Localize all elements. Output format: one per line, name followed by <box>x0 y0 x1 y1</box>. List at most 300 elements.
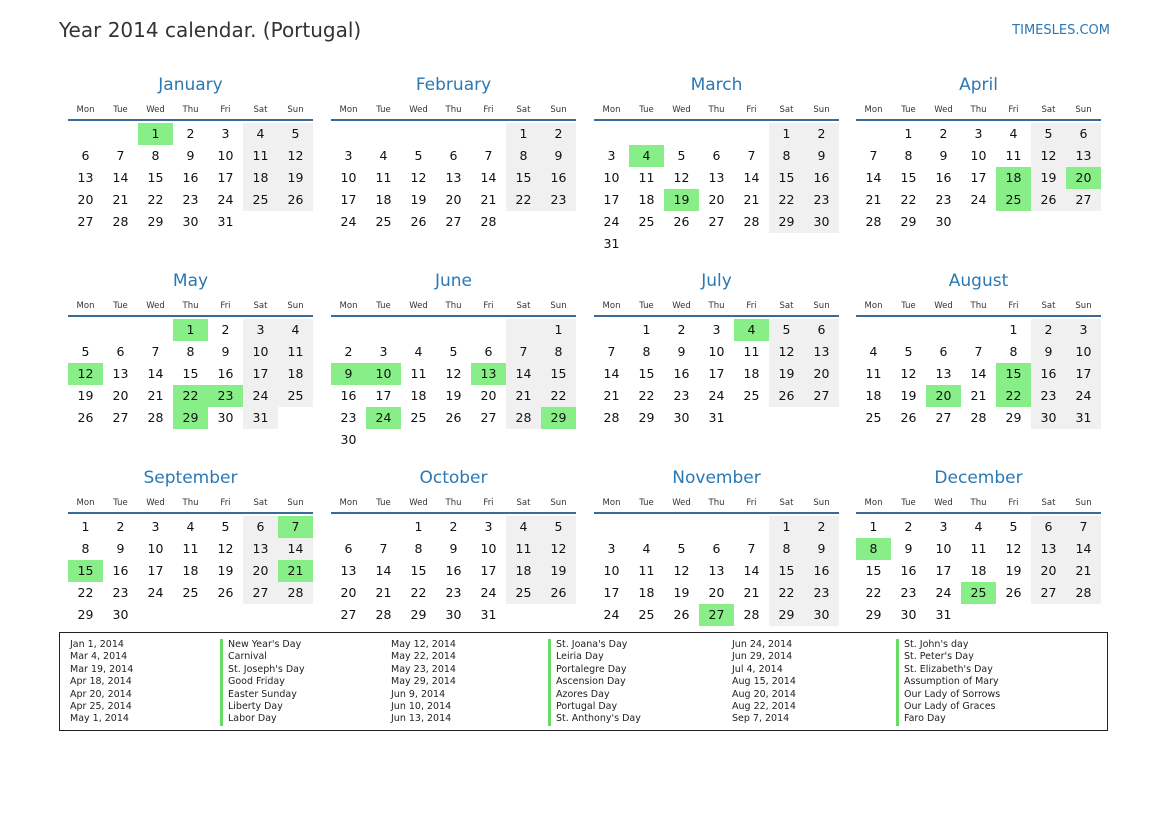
day-cell[interactable]: 9 <box>804 538 839 560</box>
day-cell[interactable]: 5 <box>81 344 90 359</box>
holiday-day-cell[interactable]: 21 <box>278 560 313 582</box>
day-cell[interactable]: 20 <box>480 388 497 403</box>
day-cell[interactable]: 12 <box>673 170 690 185</box>
holiday-day-cell[interactable]: 1 <box>138 123 173 145</box>
day-cell[interactable]: 7 <box>379 541 388 556</box>
day-cell[interactable]: 7 <box>747 148 756 163</box>
day-cell[interactable]: 15 <box>182 366 199 381</box>
day-cell[interactable]: 13 <box>243 538 278 560</box>
day-cell[interactable]: 30 <box>673 410 690 425</box>
day-cell[interactable]: 4 <box>869 344 878 359</box>
day-cell[interactable]: 20 <box>708 585 725 600</box>
day-cell[interactable]: 12 <box>1031 145 1066 167</box>
day-cell[interactable]: 14 <box>147 366 164 381</box>
day-cell[interactable]: 4 <box>243 123 278 145</box>
day-cell[interactable]: 13 <box>1066 145 1101 167</box>
day-cell[interactable]: 30 <box>217 410 234 425</box>
day-cell[interactable]: 9 <box>116 541 125 556</box>
holiday-day-cell[interactable]: 19 <box>664 189 699 211</box>
day-cell[interactable]: 8 <box>904 148 913 163</box>
day-cell[interactable]: 23 <box>804 582 839 604</box>
day-cell[interactable]: 12 <box>900 366 917 381</box>
day-cell[interactable]: 8 <box>769 538 804 560</box>
day-cell[interactable]: 5 <box>904 344 913 359</box>
day-cell[interactable]: 24 <box>935 585 952 600</box>
day-cell[interactable]: 27 <box>340 607 357 622</box>
day-cell[interactable]: 6 <box>116 344 125 359</box>
day-cell[interactable]: 29 <box>900 214 917 229</box>
holiday-day-cell[interactable]: 4 <box>629 145 664 167</box>
day-cell[interactable]: 5 <box>1009 519 1018 534</box>
day-cell[interactable]: 21 <box>506 385 541 407</box>
day-cell[interactable]: 7 <box>974 344 983 359</box>
day-cell[interactable]: 16 <box>935 170 952 185</box>
day-cell[interactable]: 11 <box>638 170 655 185</box>
day-cell[interactable]: 28 <box>112 214 129 229</box>
day-cell[interactable]: 3 <box>939 519 948 534</box>
day-cell[interactable]: 10 <box>970 148 987 163</box>
day-cell[interactable]: 25 <box>182 585 199 600</box>
day-cell[interactable]: 23 <box>1031 385 1066 407</box>
day-cell[interactable]: 7 <box>116 148 125 163</box>
day-cell[interactable]: 3 <box>151 519 160 534</box>
day-cell[interactable]: 14 <box>970 366 987 381</box>
day-cell[interactable]: 2 <box>221 322 230 337</box>
day-cell[interactable]: 13 <box>340 563 357 578</box>
holiday-day-cell[interactable]: 29 <box>541 407 576 429</box>
holiday-day-cell[interactable]: 9 <box>331 363 366 385</box>
day-cell[interactable]: 6 <box>1066 123 1101 145</box>
day-cell[interactable]: 15 <box>541 363 576 385</box>
day-cell[interactable]: 14 <box>480 170 497 185</box>
day-cell[interactable]: 16 <box>804 560 839 582</box>
day-cell[interactable]: 24 <box>147 585 164 600</box>
day-cell[interactable]: 6 <box>1031 516 1066 538</box>
day-cell[interactable]: 2 <box>804 123 839 145</box>
day-cell[interactable]: 8 <box>769 145 804 167</box>
day-cell[interactable]: 4 <box>278 319 313 341</box>
day-cell[interactable]: 24 <box>1066 385 1101 407</box>
day-cell[interactable]: 3 <box>344 148 353 163</box>
day-cell[interactable]: 31 <box>1066 407 1101 429</box>
day-cell[interactable]: 8 <box>151 148 160 163</box>
day-cell[interactable]: 17 <box>970 170 987 185</box>
day-cell[interactable]: 11 <box>865 366 882 381</box>
day-cell[interactable]: 23 <box>182 192 199 207</box>
day-cell[interactable]: 11 <box>970 541 987 556</box>
day-cell[interactable]: 20 <box>112 388 129 403</box>
day-cell[interactable]: 2 <box>541 123 576 145</box>
day-cell[interactable]: 25 <box>638 607 655 622</box>
day-cell[interactable]: 22 <box>410 585 427 600</box>
day-cell[interactable]: 8 <box>1009 344 1018 359</box>
day-cell[interactable]: 19 <box>217 563 234 578</box>
day-cell[interactable]: 30 <box>445 607 462 622</box>
day-cell[interactable]: 2 <box>904 519 913 534</box>
day-cell[interactable]: 1 <box>904 126 913 141</box>
day-cell[interactable]: 5 <box>769 319 804 341</box>
day-cell[interactable]: 25 <box>410 410 427 425</box>
day-cell[interactable]: 27 <box>1066 189 1101 211</box>
day-cell[interactable]: 15 <box>900 170 917 185</box>
day-cell[interactable]: 17 <box>243 363 278 385</box>
day-cell[interactable]: 4 <box>642 541 651 556</box>
day-cell[interactable]: 14 <box>603 366 620 381</box>
day-cell[interactable]: 12 <box>1005 541 1022 556</box>
day-cell[interactable]: 2 <box>186 126 195 141</box>
day-cell[interactable]: 29 <box>769 604 804 626</box>
day-cell[interactable]: 18 <box>278 363 313 385</box>
day-cell[interactable]: 28 <box>970 410 987 425</box>
day-cell[interactable]: 24 <box>480 585 497 600</box>
day-cell[interactable]: 20 <box>340 585 357 600</box>
day-cell[interactable]: 3 <box>607 148 616 163</box>
day-cell[interactable]: 22 <box>77 585 94 600</box>
day-cell[interactable]: 19 <box>541 560 576 582</box>
day-cell[interactable]: 27 <box>1031 582 1066 604</box>
day-cell[interactable]: 17 <box>340 192 357 207</box>
day-cell[interactable]: 2 <box>344 344 353 359</box>
day-cell[interactable]: 18 <box>182 563 199 578</box>
day-cell[interactable]: 9 <box>677 344 686 359</box>
day-cell[interactable]: 1 <box>541 319 576 341</box>
day-cell[interactable]: 25 <box>506 582 541 604</box>
day-cell[interactable]: 30 <box>112 607 129 622</box>
day-cell[interactable]: 28 <box>147 410 164 425</box>
day-cell[interactable]: 19 <box>77 388 94 403</box>
day-cell[interactable]: 6 <box>712 148 721 163</box>
day-cell[interactable]: 5 <box>449 344 458 359</box>
day-cell[interactable]: 13 <box>445 170 462 185</box>
day-cell[interactable]: 25 <box>865 410 882 425</box>
day-cell[interactable]: 25 <box>638 214 655 229</box>
day-cell[interactable]: 13 <box>804 341 839 363</box>
day-cell[interactable]: 7 <box>747 541 756 556</box>
day-cell[interactable]: 11 <box>243 145 278 167</box>
site-brand-link[interactable]: TIMESLES.COM <box>1012 23 1110 38</box>
day-cell[interactable]: 19 <box>900 388 917 403</box>
day-cell[interactable]: 13 <box>708 563 725 578</box>
day-cell[interactable]: 6 <box>449 148 458 163</box>
day-cell[interactable]: 9 <box>221 344 230 359</box>
day-cell[interactable]: 24 <box>340 214 357 229</box>
day-cell[interactable]: 29 <box>769 211 804 233</box>
day-cell[interactable]: 21 <box>865 192 882 207</box>
day-cell[interactable]: 18 <box>506 560 541 582</box>
day-cell[interactable]: 20 <box>708 192 725 207</box>
day-cell[interactable]: 3 <box>1066 319 1101 341</box>
day-cell[interactable]: 13 <box>935 366 952 381</box>
day-cell[interactable]: 21 <box>480 192 497 207</box>
day-cell[interactable]: 3 <box>974 126 983 141</box>
day-cell[interactable]: 20 <box>804 363 839 385</box>
day-cell[interactable]: 29 <box>410 607 427 622</box>
day-cell[interactable]: 11 <box>410 366 427 381</box>
day-cell[interactable]: 24 <box>603 214 620 229</box>
day-cell[interactable]: 28 <box>743 214 760 229</box>
day-cell[interactable]: 16 <box>900 563 917 578</box>
day-cell[interactable]: 12 <box>673 563 690 578</box>
day-cell[interactable]: 3 <box>712 322 721 337</box>
day-cell[interactable]: 6 <box>484 344 493 359</box>
day-cell[interactable]: 10 <box>217 148 234 163</box>
day-cell[interactable]: 21 <box>603 388 620 403</box>
day-cell[interactable]: 2 <box>939 126 948 141</box>
day-cell[interactable]: 26 <box>673 214 690 229</box>
day-cell[interactable]: 10 <box>340 170 357 185</box>
day-cell[interactable]: 9 <box>449 541 458 556</box>
day-cell[interactable]: 10 <box>480 541 497 556</box>
day-cell[interactable]: 24 <box>603 607 620 622</box>
day-cell[interactable]: 18 <box>243 167 278 189</box>
day-cell[interactable]: 24 <box>243 385 278 407</box>
day-cell[interactable]: 20 <box>445 192 462 207</box>
day-cell[interactable]: 12 <box>541 538 576 560</box>
day-cell[interactable]: 15 <box>638 366 655 381</box>
day-cell[interactable]: 29 <box>1005 410 1022 425</box>
day-cell[interactable]: 18 <box>743 366 760 381</box>
day-cell[interactable]: 28 <box>278 582 313 604</box>
day-cell[interactable]: 30 <box>900 607 917 622</box>
day-cell[interactable]: 27 <box>708 214 725 229</box>
day-cell[interactable]: 24 <box>217 192 234 207</box>
day-cell[interactable]: 17 <box>603 585 620 600</box>
holiday-day-cell[interactable]: 25 <box>996 189 1031 211</box>
day-cell[interactable]: 25 <box>278 385 313 407</box>
day-cell[interactable]: 28 <box>865 214 882 229</box>
day-cell[interactable]: 15 <box>506 167 541 189</box>
day-cell[interactable]: 6 <box>804 319 839 341</box>
day-cell[interactable]: 5 <box>677 541 686 556</box>
day-cell[interactable]: 9 <box>904 541 913 556</box>
day-cell[interactable]: 31 <box>603 236 620 251</box>
day-cell[interactable]: 18 <box>410 388 427 403</box>
day-cell[interactable]: 22 <box>769 189 804 211</box>
day-cell[interactable]: 23 <box>900 585 917 600</box>
day-cell[interactable]: 26 <box>278 189 313 211</box>
day-cell[interactable]: 6 <box>939 344 948 359</box>
day-cell[interactable]: 5 <box>677 148 686 163</box>
day-cell[interactable]: 13 <box>77 170 94 185</box>
day-cell[interactable]: 16 <box>112 563 129 578</box>
holiday-day-cell[interactable]: 4 <box>734 319 769 341</box>
day-cell[interactable]: 29 <box>638 410 655 425</box>
day-cell[interactable]: 17 <box>217 170 234 185</box>
holiday-day-cell[interactable]: 10 <box>366 363 401 385</box>
day-cell[interactable]: 23 <box>804 189 839 211</box>
day-cell[interactable]: 14 <box>743 563 760 578</box>
day-cell[interactable]: 16 <box>804 167 839 189</box>
day-cell[interactable]: 19 <box>769 363 804 385</box>
day-cell[interactable]: 31 <box>708 410 725 425</box>
day-cell[interactable]: 27 <box>77 214 94 229</box>
day-cell[interactable]: 22 <box>147 192 164 207</box>
day-cell[interactable]: 10 <box>708 344 725 359</box>
day-cell[interactable]: 31 <box>217 214 234 229</box>
day-cell[interactable]: 16 <box>445 563 462 578</box>
holiday-day-cell[interactable]: 27 <box>699 604 734 626</box>
day-cell[interactable]: 8 <box>414 541 423 556</box>
day-cell[interactable]: 22 <box>900 192 917 207</box>
day-cell[interactable]: 5 <box>541 516 576 538</box>
day-cell[interactable]: 16 <box>673 366 690 381</box>
day-cell[interactable]: 21 <box>743 585 760 600</box>
day-cell[interactable]: 14 <box>1066 538 1101 560</box>
day-cell[interactable]: 4 <box>974 519 983 534</box>
day-cell[interactable]: 4 <box>414 344 423 359</box>
day-cell[interactable]: 12 <box>769 341 804 363</box>
day-cell[interactable]: 22 <box>865 585 882 600</box>
day-cell[interactable]: 13 <box>708 170 725 185</box>
holiday-day-cell[interactable]: 23 <box>208 385 243 407</box>
day-cell[interactable]: 30 <box>1031 407 1066 429</box>
holiday-day-cell[interactable]: 8 <box>856 538 891 560</box>
day-cell[interactable]: 26 <box>217 585 234 600</box>
day-cell[interactable]: 15 <box>865 563 882 578</box>
holiday-day-cell[interactable]: 29 <box>173 407 208 429</box>
day-cell[interactable]: 7 <box>607 344 616 359</box>
day-cell[interactable]: 2 <box>1031 319 1066 341</box>
holiday-day-cell[interactable]: 24 <box>366 407 401 429</box>
day-cell[interactable]: 28 <box>480 214 497 229</box>
day-cell[interactable]: 5 <box>1031 123 1066 145</box>
day-cell[interactable]: 1 <box>769 516 804 538</box>
day-cell[interactable]: 23 <box>112 585 129 600</box>
day-cell[interactable]: 3 <box>607 541 616 556</box>
day-cell[interactable]: 26 <box>900 410 917 425</box>
holiday-day-cell[interactable]: 7 <box>278 516 313 538</box>
day-cell[interactable]: 25 <box>375 214 392 229</box>
holiday-day-cell[interactable]: 18 <box>996 167 1031 189</box>
day-cell[interactable]: 30 <box>804 211 839 233</box>
day-cell[interactable]: 21 <box>147 388 164 403</box>
day-cell[interactable]: 7 <box>506 341 541 363</box>
day-cell[interactable]: 16 <box>340 388 357 403</box>
day-cell[interactable]: 14 <box>506 363 541 385</box>
day-cell[interactable]: 1 <box>642 322 651 337</box>
day-cell[interactable]: 9 <box>1031 341 1066 363</box>
day-cell[interactable]: 4 <box>1009 126 1018 141</box>
day-cell[interactable]: 11 <box>375 170 392 185</box>
day-cell[interactable]: 19 <box>1005 563 1022 578</box>
day-cell[interactable]: 17 <box>708 366 725 381</box>
day-cell[interactable]: 3 <box>243 319 278 341</box>
day-cell[interactable]: 15 <box>769 560 804 582</box>
day-cell[interactable]: 22 <box>506 189 541 211</box>
day-cell[interactable]: 29 <box>147 214 164 229</box>
day-cell[interactable]: 14 <box>865 170 882 185</box>
day-cell[interactable]: 8 <box>186 344 195 359</box>
day-cell[interactable]: 3 <box>484 519 493 534</box>
day-cell[interactable]: 17 <box>375 388 392 403</box>
day-cell[interactable]: 21 <box>970 388 987 403</box>
day-cell[interactable]: 29 <box>77 607 94 622</box>
day-cell[interactable]: 7 <box>151 344 160 359</box>
day-cell[interactable]: 1 <box>81 519 90 534</box>
day-cell[interactable]: 28 <box>743 607 760 622</box>
day-cell[interactable]: 8 <box>81 541 90 556</box>
day-cell[interactable]: 2 <box>116 519 125 534</box>
day-cell[interactable]: 15 <box>147 170 164 185</box>
day-cell[interactable]: 25 <box>743 388 760 403</box>
day-cell[interactable]: 17 <box>603 192 620 207</box>
day-cell[interactable]: 16 <box>182 170 199 185</box>
day-cell[interactable]: 11 <box>506 538 541 560</box>
day-cell[interactable]: 28 <box>506 407 541 429</box>
holiday-day-cell[interactable]: 20 <box>926 385 961 407</box>
day-cell[interactable]: 12 <box>278 145 313 167</box>
day-cell[interactable]: 27 <box>935 410 952 425</box>
day-cell[interactable]: 27 <box>480 410 497 425</box>
day-cell[interactable]: 29 <box>865 607 882 622</box>
day-cell[interactable]: 26 <box>410 214 427 229</box>
day-cell[interactable]: 8 <box>642 344 651 359</box>
day-cell[interactable]: 1 <box>414 519 423 534</box>
day-cell[interactable]: 8 <box>541 341 576 363</box>
day-cell[interactable]: 11 <box>638 563 655 578</box>
day-cell[interactable]: 8 <box>506 145 541 167</box>
day-cell[interactable]: 19 <box>278 167 313 189</box>
day-cell[interactable]: 13 <box>112 366 129 381</box>
day-cell[interactable]: 18 <box>638 585 655 600</box>
day-cell[interactable]: 20 <box>1031 560 1066 582</box>
day-cell[interactable]: 26 <box>541 582 576 604</box>
day-cell[interactable]: 4 <box>379 148 388 163</box>
day-cell[interactable]: 24 <box>970 192 987 207</box>
day-cell[interactable]: 30 <box>182 214 199 229</box>
day-cell[interactable]: 7 <box>1066 516 1101 538</box>
day-cell[interactable]: 4 <box>506 516 541 538</box>
day-cell[interactable]: 31 <box>935 607 952 622</box>
day-cell[interactable]: 31 <box>243 407 278 429</box>
day-cell[interactable]: 1 <box>869 519 878 534</box>
day-cell[interactable]: 26 <box>445 410 462 425</box>
day-cell[interactable]: 11 <box>1005 148 1022 163</box>
day-cell[interactable]: 26 <box>1031 189 1066 211</box>
day-cell[interactable]: 28 <box>603 410 620 425</box>
day-cell[interactable]: 17 <box>147 563 164 578</box>
day-cell[interactable]: 19 <box>445 388 462 403</box>
day-cell[interactable]: 5 <box>221 519 230 534</box>
day-cell[interactable]: 9 <box>541 145 576 167</box>
day-cell[interactable]: 5 <box>414 148 423 163</box>
day-cell[interactable]: 14 <box>743 170 760 185</box>
day-cell[interactable]: 27 <box>804 385 839 407</box>
day-cell[interactable]: 23 <box>935 192 952 207</box>
day-cell[interactable]: 18 <box>638 192 655 207</box>
holiday-day-cell[interactable]: 15 <box>996 363 1031 385</box>
day-cell[interactable]: 26 <box>77 410 94 425</box>
day-cell[interactable]: 2 <box>804 516 839 538</box>
day-cell[interactable]: 21 <box>1066 560 1101 582</box>
day-cell[interactable]: 30 <box>340 432 357 447</box>
day-cell[interactable]: 19 <box>410 192 427 207</box>
day-cell[interactable]: 1 <box>1009 322 1018 337</box>
day-cell[interactable]: 22 <box>769 582 804 604</box>
day-cell[interactable]: 26 <box>673 607 690 622</box>
day-cell[interactable]: 11 <box>278 341 313 363</box>
day-cell[interactable]: 28 <box>375 607 392 622</box>
holiday-day-cell[interactable]: 13 <box>471 363 506 385</box>
day-cell[interactable]: 12 <box>217 541 234 556</box>
day-cell[interactable]: 1 <box>769 123 804 145</box>
day-cell[interactable]: 21 <box>743 192 760 207</box>
holiday-day-cell[interactable]: 15 <box>68 560 103 582</box>
day-cell[interactable]: 17 <box>480 563 497 578</box>
day-cell[interactable]: 10 <box>147 541 164 556</box>
day-cell[interactable]: 6 <box>344 541 353 556</box>
day-cell[interactable]: 30 <box>935 214 952 229</box>
